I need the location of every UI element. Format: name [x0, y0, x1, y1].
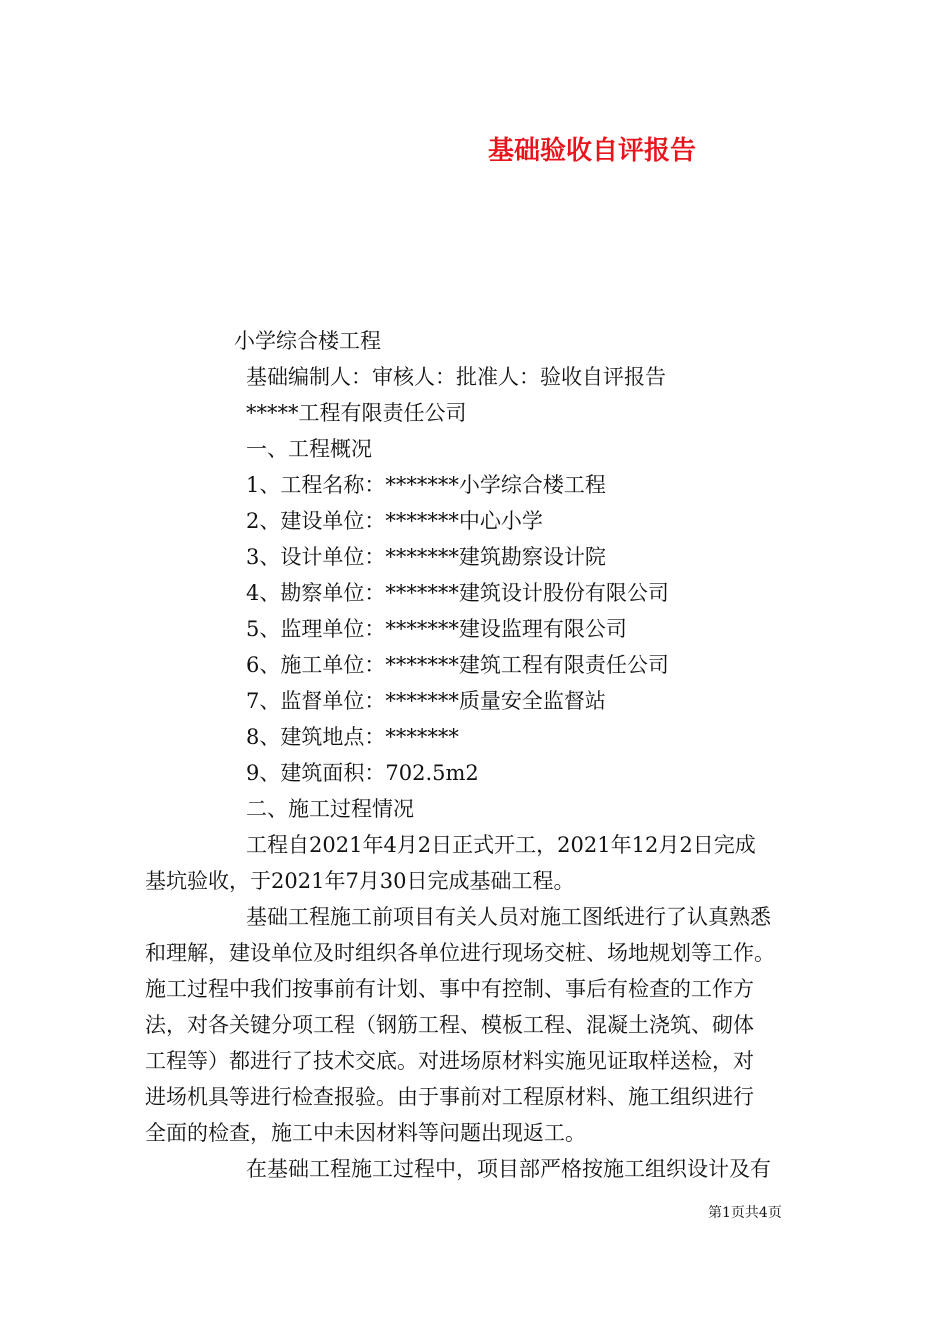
section-heading-process: 二、施工过程情况 — [246, 797, 414, 821]
paragraph-line: 基础工程施工前项目有关人员对施工图纸进行了认真熟悉 — [246, 905, 771, 929]
overview-item: 3、设计单位：*******建筑勘察设计院 — [246, 545, 606, 569]
overview-item: 1、工程名称：*******小学综合楼工程 — [246, 473, 606, 497]
paragraph-line: 工程等）都进行了技术交底。对进场原材料实施见证取样送检，对 — [145, 1049, 754, 1073]
overview-item: 6、施工单位：*******建筑工程有限责任公司 — [246, 653, 669, 677]
page-title: 基础验收自评报告 — [488, 136, 697, 166]
overview-item: 8、建筑地点：******* — [246, 725, 459, 749]
section-heading-overview: 一、工程概况 — [246, 437, 372, 461]
paragraph-line: 和理解，建设单位及时组织各单位进行现场交桩、场地规划等工作。 — [145, 941, 775, 965]
overview-item: 5、监理单位：*******建设监理有限公司 — [246, 617, 627, 641]
overview-item: 7、监督单位：*******质量安全监督站 — [246, 689, 606, 713]
signatories-line: 基础编制人：审核人：批准人：验收自评报告 — [246, 365, 666, 389]
page-footer: 第1页共4页 — [708, 1205, 782, 1221]
paragraph-line: 基坑验收，于2021年7月30日完成基础工程。 — [145, 869, 575, 893]
paragraph-line: 工程自2021年4月2日正式开工，2021年12月2日完成 — [246, 833, 756, 857]
paragraph-line: 进场机具等进行检查报验。由于事前对工程原材料、施工组织进行 — [145, 1085, 754, 1109]
overview-item: 2、建设单位：*******中心小学 — [246, 509, 543, 533]
paragraph-line: 施工过程中我们按事前有计划、事中有控制、事后有检查的工作方 — [145, 977, 754, 1001]
paragraph-line: 全面的检查，施工中未因材料等问题出现返工。 — [145, 1121, 586, 1145]
paragraph-line: 法，对各关键分项工程（钢筋工程、模板工程、混凝土浇筑、砌体 — [145, 1013, 754, 1037]
project-name-line: 小学综合楼工程 — [234, 329, 381, 353]
overview-item: 4、勘察单位：*******建筑设计股份有限公司 — [246, 581, 669, 605]
paragraph-line: 在基础工程施工过程中，项目部严格按施工组织设计及有 — [246, 1157, 771, 1181]
company-line: *****工程有限责任公司 — [246, 401, 467, 425]
overview-item: 9、建筑面积：702.5m2 — [246, 761, 479, 785]
